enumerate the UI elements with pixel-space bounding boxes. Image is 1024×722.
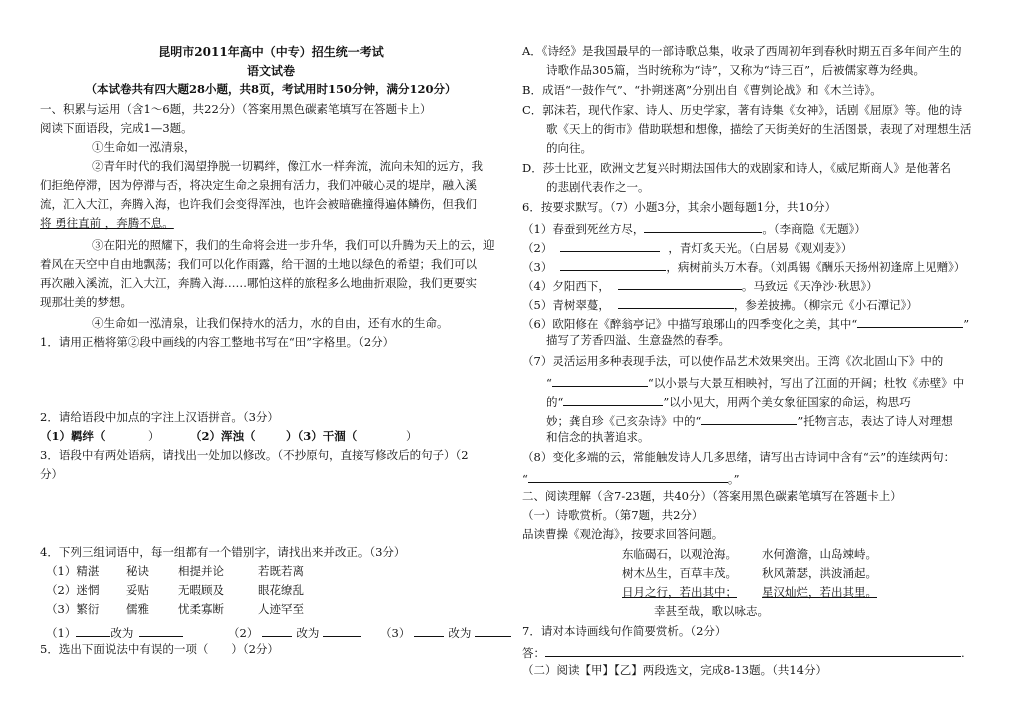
- q4-answer-blank[interactable]: [262, 625, 292, 637]
- question-5: 5．选出下面说法中有误的一项（ ）（2分）: [40, 642, 279, 656]
- poem-line: 水何澹澹，山岛竦峙。: [762, 547, 877, 561]
- paragraph-3-line: 再次融入溪流，汇入大江，奔腾入海……哪怕这样的旅程多么地曲折艰险，我们更要实: [40, 276, 477, 290]
- section1-heading: 一、积累与运用（含1～6题，共22分）（答案用黑色碳素笔填写在答题卡上）: [40, 102, 432, 116]
- q4-row-3-col-1: （3）繁衍: [46, 602, 100, 616]
- paragraph-2-line: ②青年时代的我们渴望挣脱一切羁绊，像江水一样奔流，流向未知的远方，我: [92, 159, 483, 173]
- reading-instruction: 阅读下面语段，完成1—3题。: [40, 121, 193, 135]
- q4-row-2-col-3: 无暇顾及: [178, 583, 224, 597]
- option-b: B．成语“一鼓作气”、“扑朔迷离”分别出自《曹刿论战》和《木兰诗》。: [522, 83, 882, 97]
- answer-blank[interactable]: [545, 645, 961, 657]
- paragraph-2-line: 流，汇入大江，奔腾入海，也许我们会变得浑浊，也许会被暗礁撞得遍体鳞伤，但我们: [40, 197, 477, 211]
- question-1: 1．请用正楷将第②段中画线的内容工整地书写在“田”字格里。（2分）: [40, 335, 395, 349]
- q4-row-2-col-4: 眼花缭乱: [258, 583, 304, 597]
- answer-blank[interactable]: [618, 278, 742, 290]
- answer-blank[interactable]: [528, 471, 728, 483]
- question-4: 4．下列三组词语中，每一组都有一个错别字，请找出来并改正。（3分）: [40, 545, 406, 559]
- option-a-line: A．《诗经》是我国最早的一部诗歌总集，收录了西周初年到春秋时期五百多年间产生的: [522, 44, 962, 58]
- question-2-bracket: ）: [406, 429, 418, 443]
- underlined-phrase: 将 勇往直前 ，奔腾不息。: [40, 216, 174, 230]
- poem-line-underlined: 日月之行，若出其中；: [622, 585, 737, 599]
- poem-instruction: 品读曹操《观沧海》，按要求回答问题。: [522, 527, 724, 541]
- question-2-bracket: ）: [148, 429, 160, 443]
- exam-subject: 语文试卷: [246, 64, 295, 78]
- poem-line: 幸甚至哉，歌以咏志。: [654, 604, 769, 618]
- q4-row-1-col-2: 秘诀: [126, 564, 149, 578]
- option-d-line: 的悲剧代表作之一。: [546, 180, 650, 194]
- poem-line: 东临碣石，以观沧海。: [622, 547, 737, 561]
- poem-line: 秋风萧瑟，洪波涌起。: [762, 566, 877, 580]
- q4-row-1-col-4: 若既若离: [258, 564, 304, 578]
- q4-row-1-col-3: 相提并论: [178, 564, 224, 578]
- poem-line: 树木丛生，百草丰茂。: [622, 566, 737, 580]
- q6-item-8-line: （8）变化多端的云，常能触发诗人几多思绪，请写出古诗词中含有“云”的连续两句：: [522, 450, 956, 464]
- answer-blank[interactable]: [857, 316, 963, 328]
- q6-item-2: （2） ，青灯炙天光。（白居易《观刈麦》）: [522, 241, 853, 255]
- q4-answer-2: （2） 改为: [228, 625, 361, 640]
- answer-blank[interactable]: [644, 221, 762, 233]
- q6-item-6-cont: 描写了芳香四溢、生意盎然的春季。: [546, 333, 730, 347]
- q6-item-7-line: 和信念的执著追求。: [546, 430, 650, 444]
- answer-blank[interactable]: [618, 297, 734, 309]
- poem-section-heading: （一）诗歌赏析。（第7题，共2分）: [522, 508, 704, 522]
- q6-item-6: （6）欧阳修在《醉翁亭记》中描写琅琊山的四季变化之美，其中“ ”: [522, 317, 970, 331]
- q6-item-7-line: 妙；龚自珍《己亥杂诗》中的“ ”托物言志，表达了诗人对理想: [546, 414, 953, 428]
- q6-item-7-line: （7）灵活运用多种表现手法，可以使作品艺术效果突出。王湾《次北固山下》中的: [522, 354, 944, 368]
- answer-blank[interactable]: [560, 240, 660, 252]
- question-2-item-3: ）（3）干涸（: [286, 429, 358, 443]
- q6-item-3: （3） ，病树前头万木春。（刘禹锡《酬乐天扬州初逢席上见赠》）: [522, 260, 966, 274]
- question-2-item-1: （1）羁绊（: [40, 429, 106, 443]
- q4-answer-blank[interactable]: [76, 625, 110, 637]
- answer-blank[interactable]: [560, 259, 666, 271]
- question-3-line: 分）: [40, 467, 63, 481]
- option-a-line: 诗歌作品305篇，当时统称为“诗”，又称为“诗三百”，后被儒家尊为经典。: [546, 63, 925, 77]
- q4-answer-3: （3） 改为: [380, 625, 511, 640]
- exam-note: （本试卷共有四大题28小题，共8页，考试用时150分钟，满分120分）: [85, 82, 457, 96]
- paragraph-2-line: 们拒绝停滞，因为停滞与否，将决定生命之泉拥有活力，我们冲破心灵的堤岸，融入溪: [40, 178, 477, 192]
- paragraph-3-line: 现那壮美的梦想。: [40, 295, 132, 309]
- q4-row-3-col-4: 人迹罕至: [258, 602, 304, 616]
- question-6: 6．按要求默写。（7）小题3分，其余小题每题1分，共10分）: [522, 200, 837, 214]
- paragraph-2-line-underlined: [40, 218, 174, 230]
- paragraph-3-line: ③在阳光的照耀下，我们的生命将会进一步升华，我们可以升腾为天上的云，迎: [92, 238, 495, 252]
- paragraph-1: ①生命如一泓清泉，: [92, 140, 196, 154]
- q6-item-5: （5）青树翠蔓， ，参差披拂。（柳宗元《小石潭记》）: [522, 298, 918, 312]
- answer-blank[interactable]: [563, 394, 663, 406]
- answer-blank[interactable]: [701, 413, 797, 425]
- q4-answer-blank[interactable]: [139, 625, 183, 637]
- question-3-line: 3．语段中有两处语病，请找出一处加以修改。（不抄原句，直接写修改后的句子）（2: [40, 448, 469, 462]
- paragraph-4: ④生命如一泓清泉，让我们保持水的活力，水的自由，还有水的生命。: [92, 316, 449, 330]
- q4-row-3-col-3: 忧柔寡断: [178, 602, 224, 616]
- option-d-line: D．莎士比亚，欧洲文艺复兴时期法国伟大的戏剧家和诗人，《威尼斯商人》是他著名: [522, 161, 951, 175]
- q4-answer-blank[interactable]: [475, 625, 511, 637]
- q7-answer: 答： .: [522, 646, 965, 660]
- q6-item-8-answer: “ 。”: [522, 472, 740, 486]
- q4-answer-1: （1） 改为: [46, 625, 183, 640]
- option-c-line: 歌《天上的街市》借助联想和想像，描绘了天街美好的生活图景，表现了对理想生活: [546, 122, 972, 136]
- question-7: 7．请对本诗画线句作简要赏析。（2分）: [522, 624, 727, 638]
- q4-row-3-col-2: 儒雅: [126, 602, 149, 616]
- q4-row-2-col-1: （2）迷惘: [46, 583, 100, 597]
- q4-row-2-col-2: 妥贴: [126, 583, 149, 597]
- q6-item-7-line: “ “以小景与大景互相映衬，写出了江面的开阔；杜牧《赤壁》中: [546, 376, 965, 390]
- paragraph-3-line: 着风在天空中自由地飘荡；我们可以化作雨露，给干涸的土地以绿色的希望；我们可以: [40, 257, 477, 271]
- q4-row-1-col-1: （1）精湛: [46, 564, 100, 578]
- section2-heading: 二、阅读理解（含7-23题，共40分）（答案用黑色碳素笔填写在答题卡上）: [522, 489, 902, 503]
- q4-answer-blank[interactable]: [414, 625, 444, 637]
- q6-item-4: （4）夕阳西下， 。马致远《天净沙·秋思》）: [522, 279, 878, 293]
- option-c-line: 的向往。: [546, 141, 592, 155]
- exam-title: 昆明市2011年高中（中专）招生统一考试: [158, 45, 384, 59]
- q4-answer-blank[interactable]: [323, 625, 361, 637]
- question-2: 2．请给语段中加点的字注上汉语拼音。（3分）: [40, 410, 279, 424]
- poem-line-underlined: 星汉灿烂，若出其里。: [762, 585, 877, 599]
- q6-item-7-line: 的“ ”以小见大，用两个美女象征国家的命运，构思巧: [546, 395, 911, 409]
- section-b-heading: （二）阅读【甲】【乙】两段选文，完成8-13题。（共14分）: [522, 663, 827, 677]
- q6-item-1: （1）春蚕到死丝方尽， 。（李商隐《无题》）: [522, 222, 866, 236]
- answer-blank[interactable]: [552, 375, 648, 387]
- question-2-item-2: （2）浑浊（: [190, 429, 256, 443]
- option-c-line: C．郭沫若，现代作家、诗人、历史学家，著有诗集《女神》，话剧《屈原》等。他的诗: [522, 103, 963, 117]
